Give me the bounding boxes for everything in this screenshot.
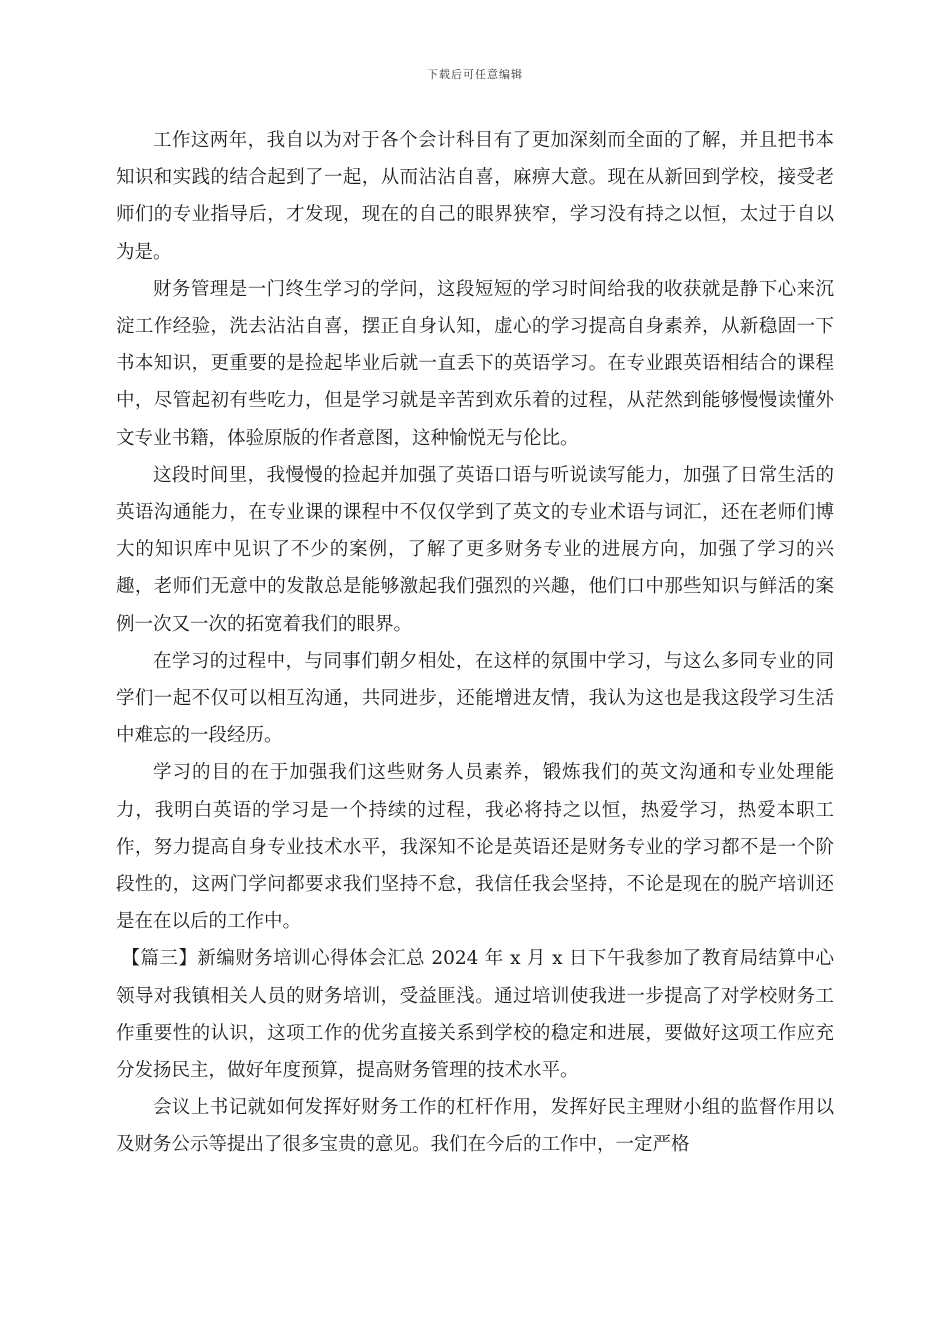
paragraph: 在学习的过程中，与同事们朝夕相处，在这样的氛围中学习，与这么多同专业的同学们一起不仅可以相互沟通，共同进步，还能增进友情，我认为这也是我这段学习生活中难忘的一段经历。 <box>116 650 834 747</box>
paragraph: 会议上书记就如何发挥好财务工作的杠杆作用，发挥好民主理财小组的监督作用以及财务公示等提出了很多宝贵的意见。我们在今后的工作中，一定严格 <box>116 1097 834 1156</box>
section-heading-paragraph: 【篇三】新编财务培训心得体会汇总 2024 年 x 月 x 日下午我参加了教育局结算中心领导对我镇相关人员的财务培训，受益匪浅。通过培训使我进一步提高了对学校财务工作重要性的认识，这项工作的优劣直接关系到学校的稳定和进展，要做好这项工作应充分发扬民主，做好年度预算，提高财务管理的技术水平。 <box>116 948 834 1082</box>
document-body <box>116 122 834 1164</box>
paragraph: 工作这两年，我自以为对于各个会计科目有了更加深刻而全面的了解，并且把书本知识和实践的结合起到了一起，从而沾沾自喜，麻痹大意。现在从新回到学校，接受老师们的专业指导后，才发现，现在的自己的眼界狭窄，学习没有持之以恒，太过于自以为是。 <box>116 130 834 263</box>
paragraph: 学习的目的在于加强我们这些财务人员素养，锻炼我们的英文沟通和专业处理能力，我明白英语的学习是一个持续的过程，我必将持之以恒，热爱学习，热爱本职工作，努力提高自身专业技术水平，我深知不论是英语还是财务专业的学习都不是一个阶段性的，这两门学问都要求我们坚持不怠，我信任我会坚持，不论是现在的脱产培训还是在在以后的工作中。 <box>116 762 834 933</box>
paragraph: 这段时间里，我慢慢的捡起并加强了英语口语与听说读写能力，加强了日常生活的英语沟通能力，在专业课的课程中不仅仅学到了英文的专业术语与词汇，还在老师们博大的知识库中见识了不少的案例，了解了更多财务专业的进展方向，加强了学习的兴趣，老师们无意中的发散总是能够激起我们强烈的兴趣，他们口中那些知识与鲜活的案例一次又一次的拓宽着我们的眼界。 <box>116 464 834 635</box>
page-header: 下载后可任意编辑 <box>427 68 523 81</box>
paragraph: 财务管理是一门终生学习的学问，这段短短的学习时间给我的收获就是静下心来沉淀工作经验，洗去沾沾自喜，摆正自身认知，虚心的学习提高自身素养，从新稳固一下书本知识，更重要的是捡起毕业后就一直丢下的英语学习。在专业跟英语相结合的课程中，尽管起初有些吃力，但是学习就是辛苦到欢乐着的过程，从茫然到能够慢慢读懂外文专业书籍，体验原版的作者意图，这种愉悦无与伦比。 <box>116 278 834 449</box>
